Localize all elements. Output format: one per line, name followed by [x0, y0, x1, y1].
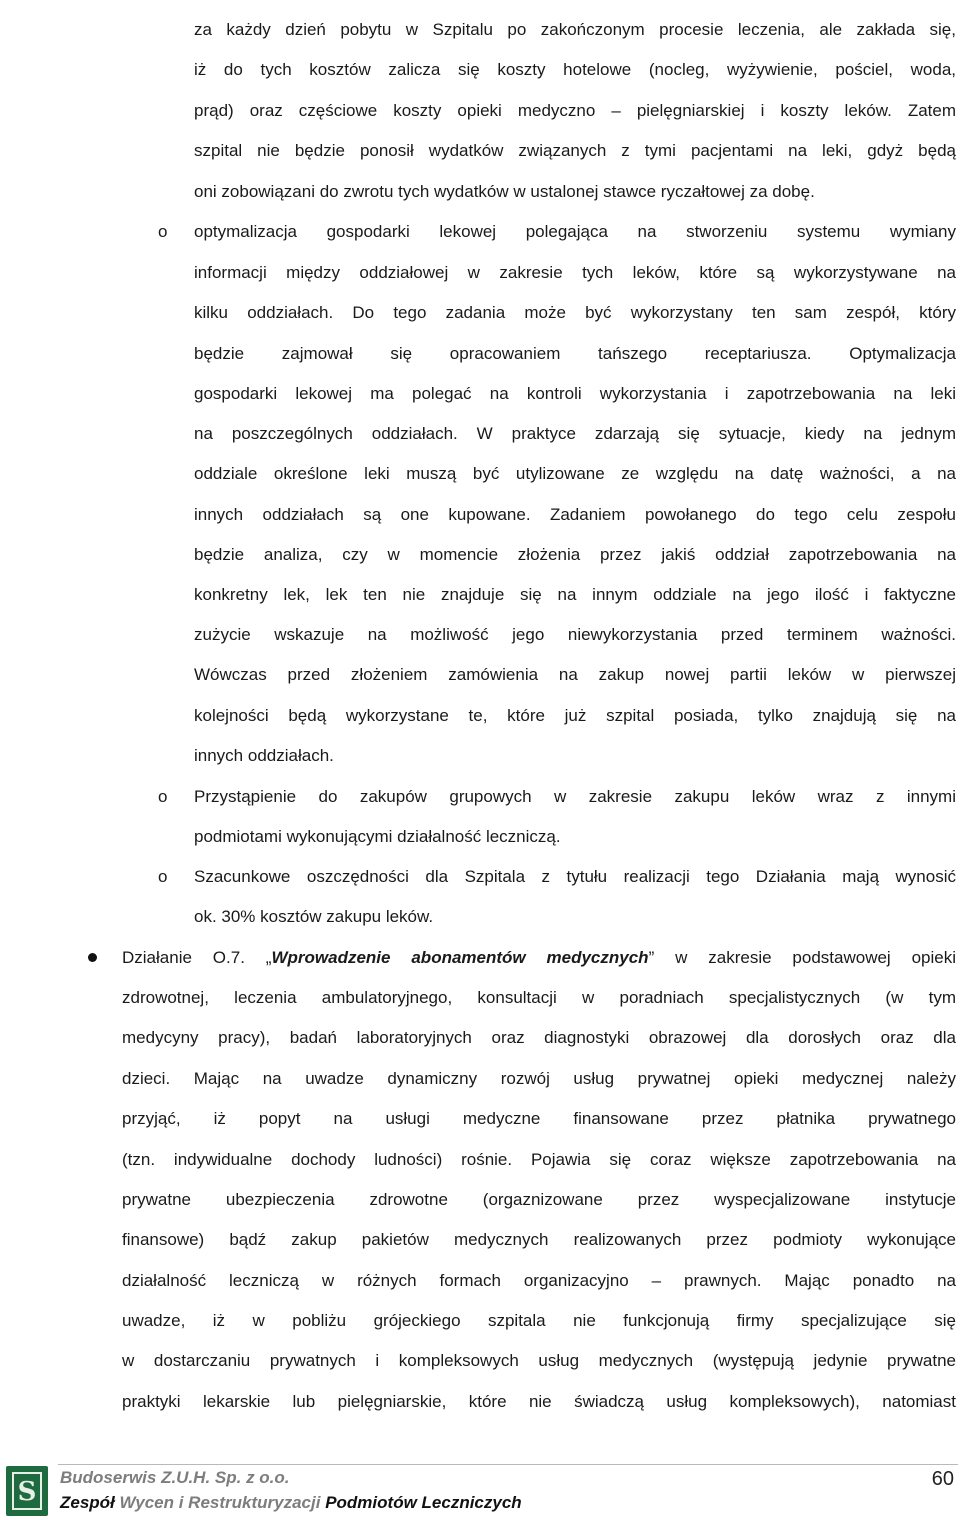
- list-marker: o: [158, 867, 168, 886]
- text-line: Przystąpienie do zakupów grupowych w zakresie zakupu leków wraz z innymi: [194, 787, 956, 806]
- text-line: dzieci. Mając na uwadze dynamiczny rozwój usług prywatnej opieki medycznej należy: [122, 1069, 956, 1088]
- text-line: na poszczególnych oddziałach. W praktyce zdarzają się sytuacje, kiedy na jednym: [194, 424, 956, 443]
- text-line: Szacunkowe oszczędności dla Szpitala z tytułu realizacji tego Działania mają wynosić: [194, 867, 956, 886]
- bullet-dot: [88, 953, 97, 962]
- footer-team-part2: Wycen i Restrukturyzacji: [119, 1493, 321, 1512]
- text-line: konkretny lek, lek ten nie znajduje się na innym oddziale na jego ilość i faktyczne: [194, 585, 956, 604]
- text-line: uwadze, iż w pobliżu grójeckiego szpitala nie funkcjonują firmy specjalizujące się: [122, 1311, 956, 1330]
- text-line: będzie analiza, czy w momencie złożenia przez jakiś oddział zapotrzebowania na: [194, 545, 956, 564]
- text-line: zdrowotnej, leczenia ambulatoryjnego, konsultacji w poradniach specjalistycznych (w tym: [122, 988, 956, 1007]
- text-line: podmiotami wykonującymi działalność leczniczą.: [194, 827, 561, 846]
- footer-team-part3: Podmiotów Leczniczych: [325, 1493, 522, 1512]
- text-line: kilku oddziałach. Do tego zadania może być wykorzystany ten sam zespół, który: [194, 303, 956, 322]
- text-line: kolejności będą wykorzystane te, które już szpital posiada, tylko znajdują się na: [194, 706, 956, 725]
- list-marker: o: [158, 222, 168, 241]
- text-line: optymalizacja gospodarki lekowej polegająca na stworzeniu systemu wymiany: [194, 222, 956, 241]
- text-line: innych oddziałach są one kupowane. Zadaniem powołanego do tego celu zespołu: [194, 505, 956, 524]
- text-line: zużycie wskazuje na możliwość jego niewykorzystania przed terminem ważności.: [194, 625, 956, 644]
- text-line: przyjąć, iż popyt na usługi medyczne finansowane przez płatnika prywatnego: [122, 1109, 956, 1128]
- action-suffix: ” w zakresie podstawowej opieki: [648, 948, 956, 967]
- text-line: działalność leczniczą w różnych formach organizacyjno – prawnych. Mając ponadto na: [122, 1271, 956, 1290]
- text-line: za każdy dzień pobytu w Szpitalu po zakończonym procesie leczenia, ale zakłada się,: [194, 20, 956, 39]
- text-line: oni zobowiązani do zwrotu tych wydatków w ustalonej stawce ryczałtowej za dobę.: [194, 182, 815, 201]
- text-line: w dostarczaniu prywatnych i kompleksowych usług medycznych (występują jedynie prywatne: [122, 1351, 956, 1370]
- footer-team-part1: Zespół: [60, 1493, 115, 1512]
- text-line: szpital nie będzie ponosił wydatków związanych z tymi pacjentami na leki, gdyż będą: [194, 141, 956, 160]
- text-line: medycyny pracy), badań laboratoryjnych oraz diagnostyki obrazowej dla dorosłych oraz dla: [122, 1028, 956, 1047]
- footer-company: Budoserwis Z.U.H. Sp. z o.o.: [60, 1468, 290, 1487]
- action-prefix: Działanie O.7. „: [122, 948, 272, 967]
- action-title: Wprowadzenie abonamentów medycznych: [271, 948, 649, 967]
- text-line: prąd) oraz częściowe koszty opieki medyczno – pielęgniarskiej i koszty leków. Zatem: [194, 101, 956, 120]
- text-line: praktyki lekarskie lub pielęgniarskie, które nie świadczą usług kompleksowych), natomiast: [122, 1392, 956, 1411]
- text-line: będzie zajmował się opracowaniem tańszego receptariusza. Optymalizacja: [194, 344, 956, 363]
- text-line: (tzn. indywidualne dochody ludności) rośnie. Pojawia się coraz większe zapotrzebowania na: [122, 1150, 956, 1169]
- text-line: informacji między oddziałowej w zakresie tych leków, które są wykorzystywane na: [194, 263, 956, 282]
- text-line: iż do tych kosztów zalicza się koszty hotelowe (nocleg, wyżywienie, pościel, woda,: [194, 60, 956, 79]
- text-line: gospodarki lekowej ma polegać na kontroli wykorzystania i zapotrzebowania na leki: [194, 384, 956, 403]
- text-line: innych oddziałach.: [194, 746, 334, 765]
- list-marker: o: [158, 787, 168, 806]
- text-line: prywatne ubezpieczenia zdrowotne (orgaznizowane przez wyspecjalizowane instytucje: [122, 1190, 956, 1209]
- page-number: 60: [931, 1468, 954, 1490]
- text-line: oddziale określone leki muszą być utylizowane ze względu na datę ważności, a na: [194, 464, 956, 483]
- company-logo: [6, 1466, 48, 1516]
- text-line: Wówczas przed złożeniem zamówienia na zakup nowej partii leków w pierwszej: [194, 665, 956, 684]
- text-line: finansowe) bądź zakup pakietów medycznych realizowanych przez podmioty wykonujące: [122, 1230, 956, 1249]
- footer-team: [60, 1493, 522, 1513]
- text-line: ok. 30% kosztów zakupu leków.: [194, 907, 434, 926]
- footer-divider: [58, 1464, 958, 1465]
- action-heading-line: [122, 946, 956, 970]
- logo-letter: S: [17, 1477, 37, 1507]
